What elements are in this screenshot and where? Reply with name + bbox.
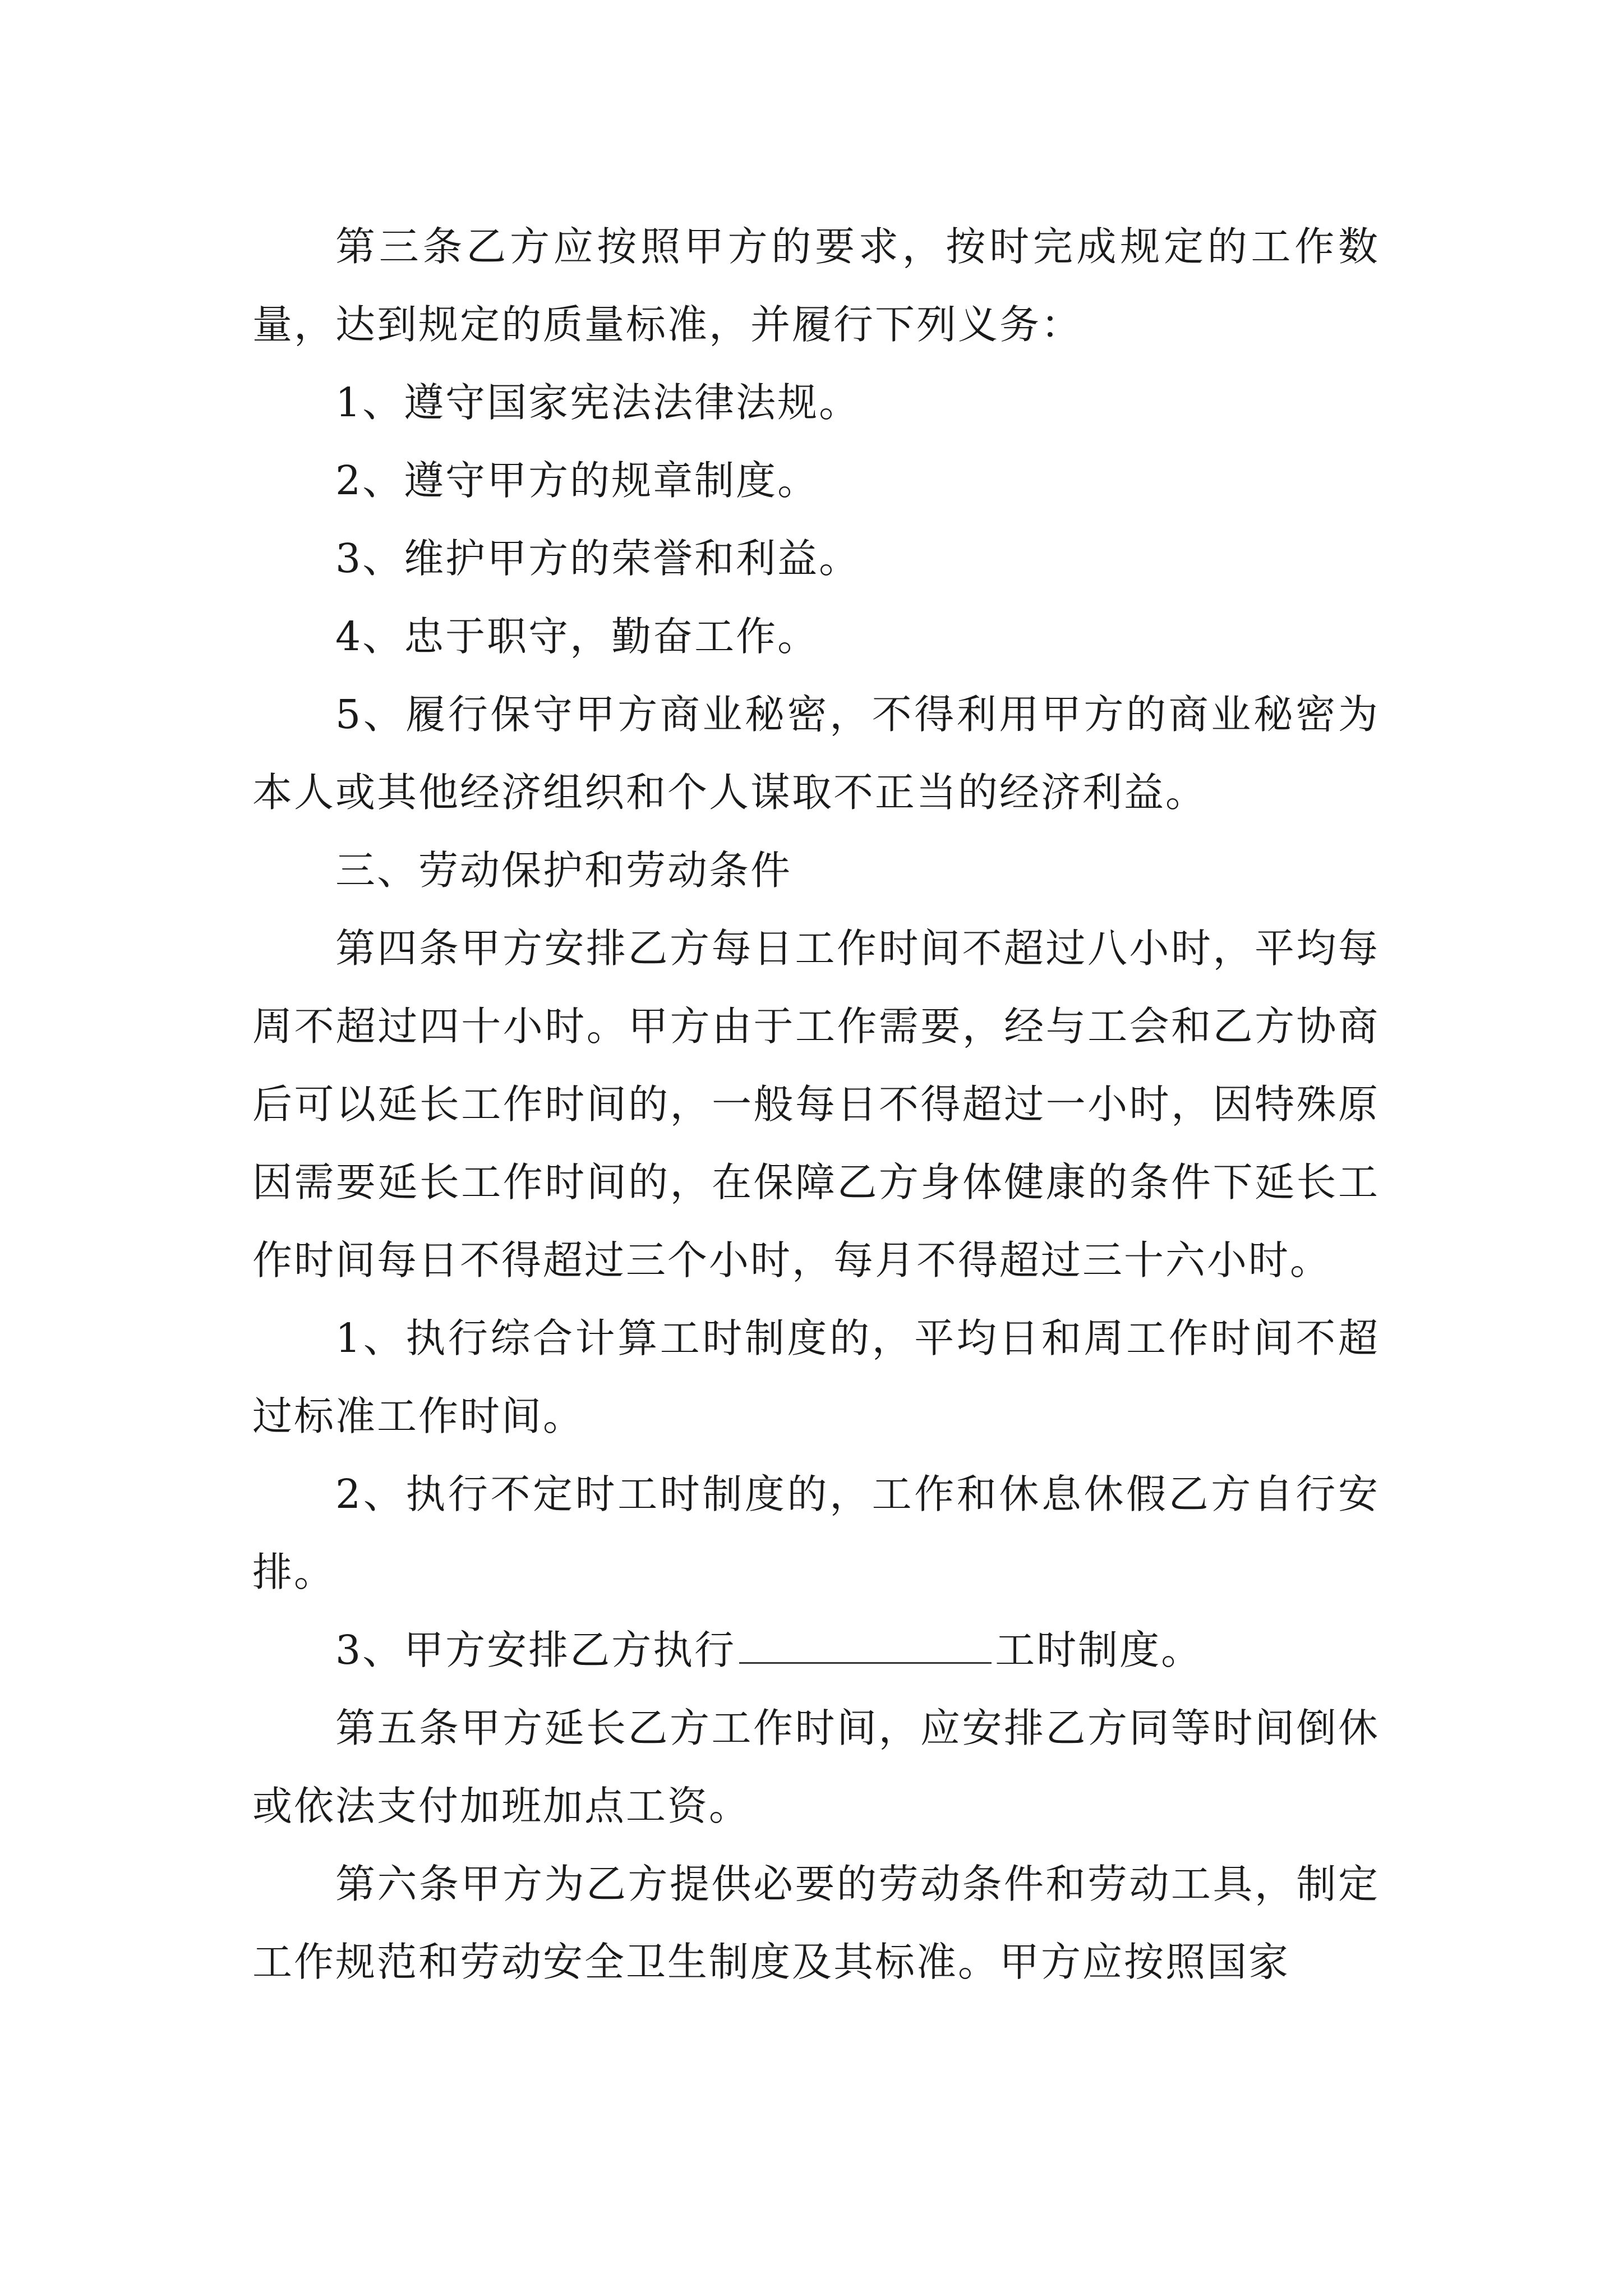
duty-item-3: 3、维护甲方的荣誉和利益。	[335, 535, 861, 582]
document-page	[252, 208, 1380, 2001]
duty-item-4: 4、忠于职守，勤奋工作。	[335, 613, 819, 660]
fill-line-before: 3、甲方安排乙方执行	[335, 1627, 736, 1673]
article-4-paragraph: 第四条甲方安排乙方每日工作时间不超过八小时，平均每周不超过四十小时。甲方由于工作需要，经与工会和乙方协商后可以延长工作时间的，一般每日不得超过一小时，因特殊原因需要延长工作时间的，在保障乙方身体健康的条件下延长工作时间每日不得超过三个小时，每月不得超过三十六小时。	[252, 925, 1380, 1283]
duty-item-2: 2、遵守甲方的规章制度。	[335, 457, 819, 504]
article-5-paragraph: 第五条甲方延长乙方工作时间，应安排乙方同等时间倒休或依法支付加班加点工资。	[252, 1705, 1380, 1829]
hours-item-1: 1、执行综合计算工时制度的，平均日和周工作时间不超过标准工作时间。	[252, 1315, 1380, 1439]
hours-item-2: 2、执行不定时工时制度的，工作和休息休假乙方自行安排。	[252, 1471, 1380, 1595]
hours-item-3	[252, 1611, 1380, 1689]
section-heading: 三、劳动保护和劳动条件	[335, 847, 792, 894]
duty-item-1: 1、遵守国家宪法法律法规。	[335, 379, 861, 426]
article-6-paragraph: 第六条甲方为乙方提供必要的劳动条件和劳动工具，制定工作规范和劳动安全卫生制度及其标准。甲方应按照国家	[252, 1861, 1380, 1985]
fill-in-blank[interactable]	[739, 1623, 992, 1664]
article-3-paragraph: 第三条乙方应按照甲方的要求，按时完成规定的工作数量，达到规定的质量标准，并履行下列义务：	[252, 223, 1380, 348]
duty-item-5: 5、履行保守甲方商业秘密，不得利用甲方的商业秘密为本人或其他经济组织和个人谋取不正当的经济利益。	[252, 691, 1380, 816]
fill-line-after: 工时制度。	[995, 1627, 1203, 1673]
